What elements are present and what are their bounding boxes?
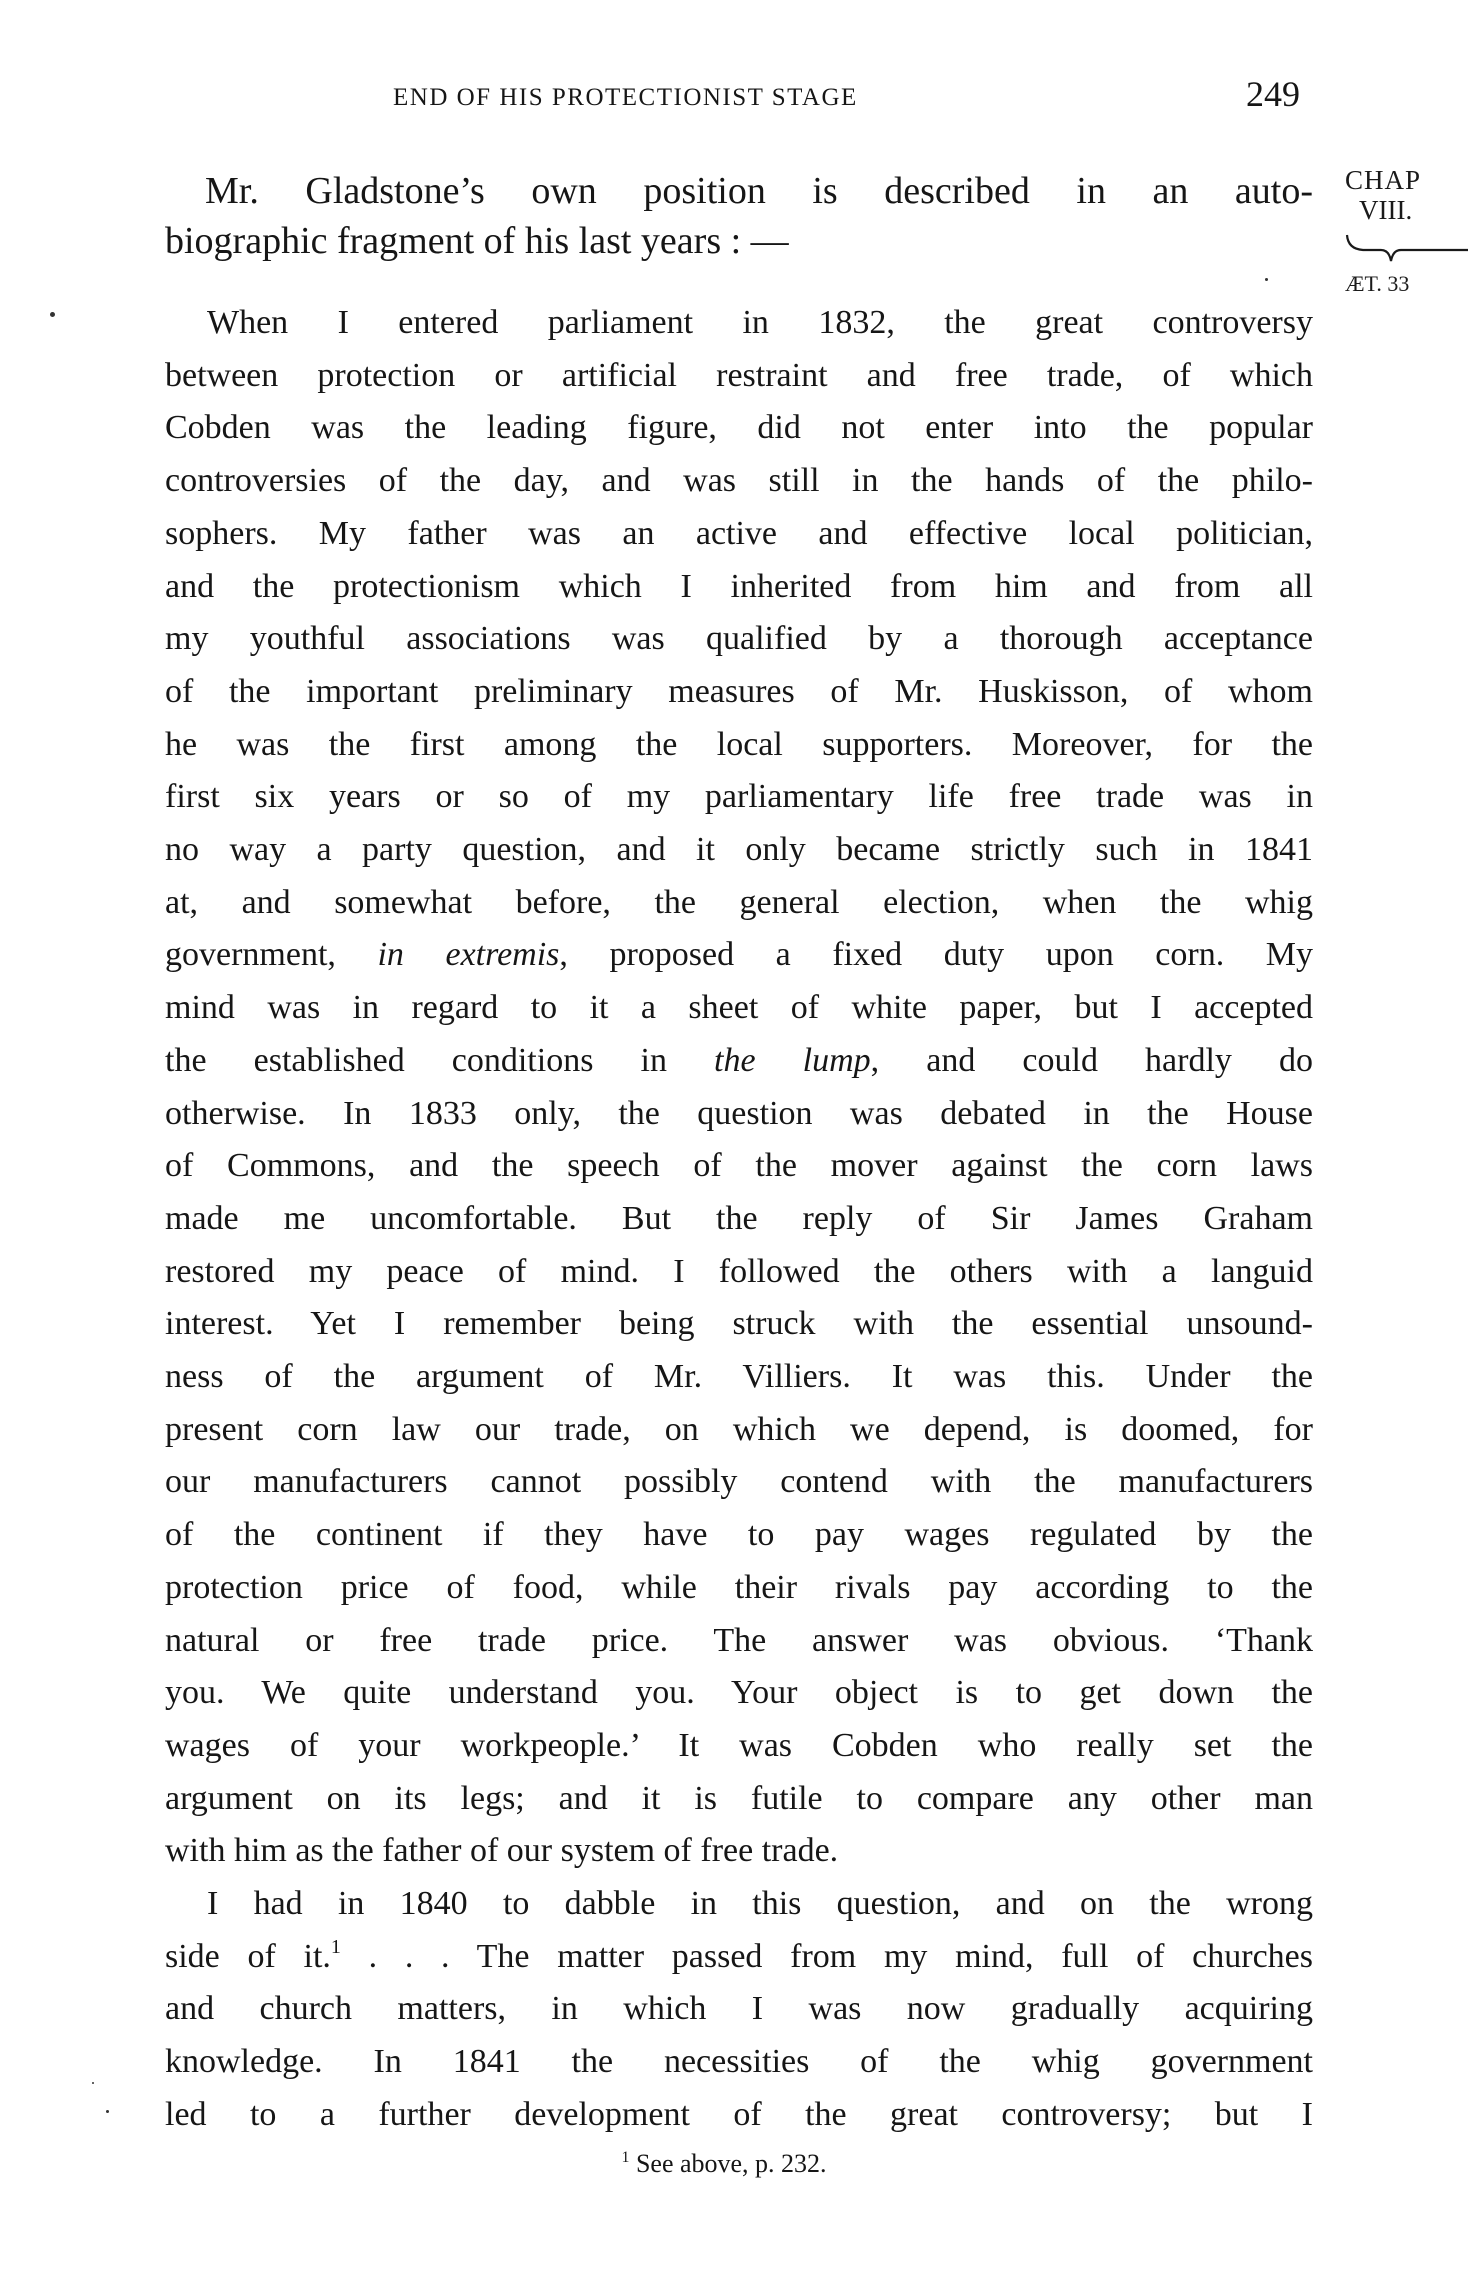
quote-line: led to a further development of the great controversy; but I: [165, 2095, 1313, 2133]
quote-line: my youthful associations was qualified by a thorough acceptance: [165, 620, 1313, 658]
scan-speck: [92, 2082, 94, 2084]
quote-line: of Commons, and the speech of the mover against the corn laws: [165, 1147, 1313, 1185]
intro-line-2: biographic fragment of his last years : —: [165, 220, 789, 262]
quote-line: otherwise. In 1833 only, the question was debated in the House: [165, 1094, 1313, 1132]
quote-line: argument on its legs; and it is futile to compare any other man: [165, 1779, 1313, 1817]
quote-line: he was the first among the local supporters. Moreover, for the: [165, 725, 1313, 763]
quote-text: government,: [165, 936, 378, 974]
quote-text: side of it.: [165, 1937, 331, 1975]
quote-text: . . . The matter passed from my mind, full of churches: [340, 1937, 1314, 1975]
page-number: 249: [1246, 74, 1300, 114]
running-head-title: END OF HIS PROTECTIONIST STAGE: [393, 84, 858, 111]
quote-text: , proposed a fixed duty upon corn. My: [559, 936, 1314, 974]
scan-speck: [50, 312, 55, 317]
footnote-marker: 1: [621, 2149, 630, 2166]
quote-line: and church matters, in which I was now gradually acquiring: [165, 1990, 1313, 2028]
quote-line: knowledge. In 1841 the necessities of the whig government: [165, 2043, 1313, 2081]
quote-line: our manufacturers cannot possibly contend with the manufacturers: [165, 1463, 1313, 1501]
margin-age-note: ÆT. 33: [1345, 271, 1410, 296]
footnote: [0, 2146, 1468, 2182]
quote-line: of the important preliminary measures of Mr. Huskisson, of whom: [165, 672, 1313, 710]
quote-line: between protection or artificial restraint and free trade, of which: [165, 356, 1313, 394]
quote-line: with him as the father of our system of free trade.: [165, 1832, 839, 1870]
quote-line: of the continent if they have to pay wages regulated by the: [165, 1516, 1313, 1554]
quote-line: Cobden was the leading figure, did not enter into the popular: [165, 409, 1313, 447]
quote-line: restored my peace of mind. I followed the others with a languid: [165, 1252, 1313, 1290]
footnote-text: See above, p. 232.: [635, 2149, 827, 2178]
quote-line: natural or free trade price. The answer was obvious. ‘Thank: [165, 1621, 1313, 1659]
brace-icon: [1345, 233, 1468, 267]
quote-line: [165, 929, 1313, 981]
quote-text: , and could hardly do: [870, 1041, 1313, 1079]
quote-line: wages of your workpeople.’ It was Cobden who really set the: [165, 1726, 1313, 1764]
quote-line: at, and somewhat before, the general election, when the whig: [165, 883, 1313, 921]
quote-line: present corn law our trade, on which we depend, is doomed, for: [165, 1410, 1313, 1448]
intro-line-1: Mr. Gladstone’s own position is described in an auto-: [205, 170, 1313, 212]
quote-line: I had in 1840 to dabble in this question, and on the wrong: [207, 1885, 1313, 1922]
footnote-reference[interactable]: 1: [330, 1935, 341, 1958]
quote-text: the established conditions in: [165, 1041, 715, 1079]
quote-line: and the protectionism which I inherited from him and from all: [165, 567, 1313, 605]
italic-phrase: the lump: [714, 1041, 871, 1079]
quote-line: [165, 1931, 1313, 1983]
quote-line: ness of the argument of Mr. Villiers. It was this. Under the: [165, 1358, 1313, 1395]
margin-note: [1345, 165, 1468, 299]
quote-line: sophers. My father was an active and effective local politician,: [165, 514, 1313, 552]
italic-phrase: in extremis: [377, 936, 560, 974]
quote-line: When I entered parliament in 1832, the great controversy: [207, 304, 1313, 341]
scan-speck: [106, 2110, 109, 2113]
quote-line: you. We quite understand you. Your object is to get down the: [165, 1674, 1313, 1712]
quote-line: interest. Yet I remember being struck with the essential unsound-: [165, 1305, 1313, 1343]
quote-line: protection price of food, while their rivals pay according to the: [165, 1568, 1313, 1606]
quote-line: made me uncomfortable. But the reply of Sir James Graham: [165, 1199, 1313, 1237]
quote-line: first six years or so of my parliamentary life free trade was in: [165, 778, 1313, 816]
quote-line: controversies of the day, and was still in the hands of the philo-: [165, 462, 1313, 500]
quote-line: [165, 1035, 1313, 1087]
quote-line: no way a party question, and it only became strictly such in 1841: [165, 831, 1313, 868]
margin-chapter-label: CHAP: [1345, 165, 1422, 195]
scan-speck: [1265, 278, 1268, 281]
quote-line: mind was in regard to it a sheet of white paper, but I accepted: [165, 989, 1313, 1027]
margin-chapter-number: VIII.: [1359, 195, 1413, 225]
